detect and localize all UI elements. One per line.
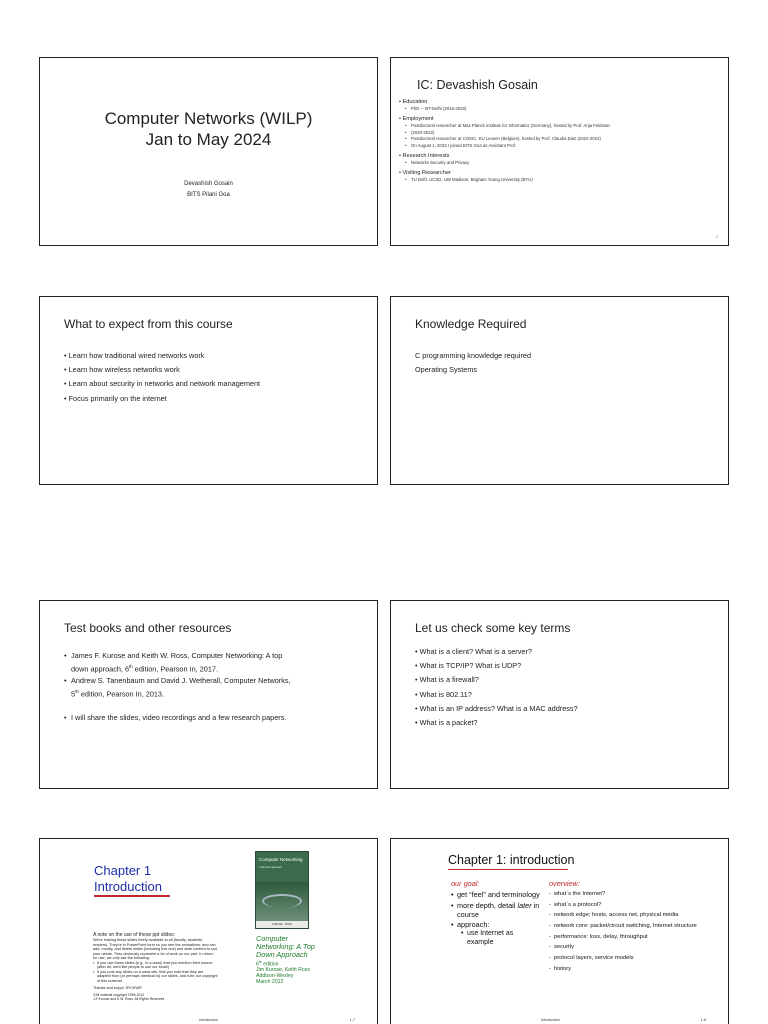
- page-number: 1-8: [700, 1018, 706, 1022]
- list-item: • What is a packet?: [415, 716, 578, 730]
- slide-title: [39, 57, 378, 246]
- author-name: Devashish Gosain: [184, 181, 233, 187]
- slide-heading: Chapter 1: introduction: [448, 853, 575, 867]
- slide-heading: Test books and other resources: [64, 621, 232, 635]
- note-body: We're making these slides freely available to all (faculty, students, readers). They're in PowerPoint form so you see the animations; and can add, modify, and delete slides (including this one) and slide content to suit your needs. They obviously represent a lot of work on our part. In return for use, we only ask the following:: [93, 938, 217, 960]
- list-item: • On August 1, 2023 I joined BITS Goa as Assistant Prof.: [399, 143, 722, 149]
- page-number: 2: [716, 235, 718, 239]
- book-title-line: Down Approach: [256, 950, 308, 960]
- note-bullet: • If you use these slides (e.g., in a class) that you mention their source (after all, we'd like people to use our book!): [93, 961, 218, 970]
- list-item: • Postdoctoral researcher at Max Planck Institute for Informatics (Germany), hosted by Prof. Anja Feldman: [399, 123, 722, 129]
- list-item: Operating Systems: [415, 365, 478, 375]
- list-subitem: • use Internet as example: [451, 930, 541, 947]
- slide-heading: Knowledge Required: [415, 317, 527, 331]
- slide-expectations: [39, 296, 378, 485]
- list-item: • Focus primarily on the internet: [64, 392, 260, 406]
- expectations-list: [64, 349, 260, 406]
- book-edition: 6th edition: [256, 959, 279, 968]
- list-item: • more depth, detail later in course: [451, 902, 541, 920]
- book-title-line: Computer: [256, 934, 289, 943]
- list-item: C programming knowledge required: [415, 351, 531, 360]
- title-underline: [448, 869, 568, 870]
- slide-instructor: [390, 57, 729, 246]
- slide-knowledge: [390, 296, 729, 485]
- author-affiliation: BITS Pilani Goa: [187, 192, 230, 198]
- usage-note: [93, 932, 218, 1002]
- course-title-line2: Jan to May 2024: [145, 130, 272, 149]
- note-bullet: • If you post any slides on a www site, that you note that they are adapted from (or perhaps identical to) our slides, and note our copyright of this material.: [93, 970, 218, 984]
- list-item: • What is an IP address? What is a MAC address?: [415, 702, 578, 716]
- cover-artwork: [256, 882, 308, 922]
- cover-subtitle: A Top-Down Approach: [259, 867, 282, 869]
- list-item: • What is a firewall?: [415, 673, 578, 687]
- list-item: • Networks Security and Privacy: [399, 160, 722, 166]
- overview-heading: overview:: [549, 879, 580, 888]
- cover-authors: KUROSE · ROSS: [256, 921, 308, 928]
- list-item: - network core: packet/circuit switching, Internet structure: [549, 923, 729, 930]
- list-item: - protocol layers, service models: [549, 955, 729, 962]
- slide-resources: [39, 600, 378, 789]
- copyright: ©All material copyright 1996-2012 J.F Kurose and K.W. Ross, All Rights Reserved: [93, 992, 165, 1001]
- list-item: • approach:: [451, 921, 541, 930]
- key-terms-list: [415, 645, 578, 730]
- author-block: [40, 179, 377, 201]
- knowledge-list: [415, 349, 531, 377]
- slide-footer: Introduction: [199, 1018, 218, 1022]
- page-number: 1-7: [349, 1018, 355, 1022]
- list-item: • Postdoctoral researcher at COSIC, KU Leuven (Belgium), hosted by Prof. Claudia Diaz (2022-2023): [399, 136, 722, 142]
- slide-heading: What to expect from this course: [64, 317, 233, 331]
- book-date: March 2012: [256, 978, 284, 985]
- slide-heading: IC: Devashish Gosain: [417, 78, 538, 92]
- chapter-title-line2: Introduction: [94, 879, 162, 894]
- cover-title: Computer Networking: [259, 857, 303, 862]
- goal-heading: our goal:: [451, 879, 480, 888]
- research-label: • Research Interests: [399, 152, 722, 160]
- list-item: - security: [549, 944, 729, 951]
- note-thanks: Thanks and enjoy! JFK/KWR: [93, 986, 142, 990]
- book-item: • James F. Kurose and Keith W. Ross, Computer Networking: A top down approach, 6th edition, Pearson In, 2017.: [64, 651, 359, 674]
- title-underline: [94, 895, 170, 897]
- list-item: - history: [549, 966, 729, 973]
- book-info: [256, 935, 366, 986]
- share-note: • I will share the slides, video recordings and a few research papers.: [64, 713, 359, 724]
- list-item: • What is TCP/IP? What is UDP?: [415, 659, 578, 673]
- list-item: • TU Delft, UCSD, UW Madison, Brigham Young University (BYU): [399, 177, 722, 183]
- list-item-continued: • (2020-2022): [399, 130, 722, 136]
- chapter-title: [94, 863, 162, 895]
- book-authors: Jim Kurose, Keith Ross: [256, 967, 310, 974]
- list-item: • Learn how wireless networks work: [64, 363, 260, 377]
- instructor-details: [399, 98, 722, 184]
- slide-key-terms: [390, 600, 729, 789]
- note-heading: A note on the use of these ppt slides:: [93, 932, 176, 938]
- list-item: - network edge; hosts, access net, physical media: [549, 912, 729, 919]
- resources-list: [64, 651, 359, 723]
- slide-chapter-overview: [390, 838, 729, 1024]
- chapter-title-line1: Chapter 1: [94, 863, 152, 878]
- book-publisher: Addison-Wesley: [256, 972, 294, 979]
- list-item: • What is 802.11?: [415, 688, 578, 702]
- goal-list: [451, 891, 541, 947]
- book-title-line: Networking: A Top: [256, 942, 315, 952]
- slide-footer: Introduction: [541, 1018, 560, 1022]
- book-cover-image: [255, 851, 309, 929]
- list-item: • What is a client? What is a server?: [415, 645, 578, 659]
- slide-heading: Let us check some key terms: [415, 621, 571, 635]
- education-label: • Education: [399, 98, 722, 106]
- book-item: • Andrew S. Tanenbaum and David J. Wetherall, Computer Networks, 5th edition, Pearson In, 2013.: [64, 676, 359, 699]
- list-item: - what´s the Internet?: [549, 891, 729, 898]
- list-item: • Learn how traditional wired networks work: [64, 349, 260, 363]
- list-item: - performance: loss, delay, throughput: [549, 934, 729, 941]
- list-item: - what´s a protocol?: [549, 902, 729, 909]
- visiting-label: • Visiting Researcher: [399, 169, 722, 177]
- course-title-line1: Computer Networks (WILP): [104, 109, 313, 128]
- list-item: • Learn about security in networks and network management: [64, 377, 260, 391]
- overview-list: [549, 891, 729, 977]
- list-item: • PhD -- IIIT-Delhi (2015-2020): [399, 106, 722, 112]
- course-title: [40, 108, 377, 150]
- slide-chapter-intro: [39, 838, 378, 1024]
- list-item: • get “feel” and terminology: [451, 891, 541, 900]
- employment-label: • Employment: [399, 115, 722, 123]
